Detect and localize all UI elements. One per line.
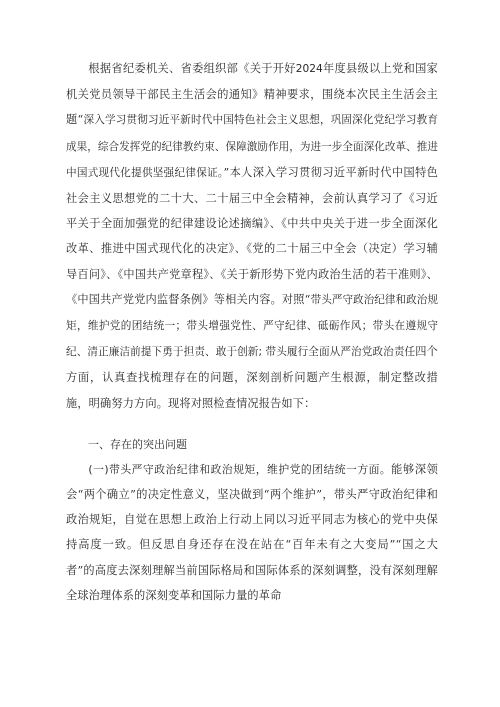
intro-paragraph xyxy=(66,56,438,416)
item1-body: 能够深领会“两个确立”的决定性意义，坚决做到“两个维护”，带头严守政治纪律和政治规矩，自觉在思想上政治上行动上同以习近平同志为核心的党中央保持高度一致。但反思自身还存在没在站在“百年未有之大变局”“国之大者”的高度去深刻理解当前国际格局和国际体系的深刻调整，没有深刻理解全球治理体系的深刻变革和国际力量的革命 xyxy=(66,462,438,602)
intro-text-4: 四个方面，认真查找梳理存在的问题，深刻剖析问题产生根源，制定整改措施，明确努力方向。现将对照检查情况报告如下： xyxy=(66,345,438,410)
intro-year: 2024 xyxy=(295,63,323,75)
item1-paragraph xyxy=(66,457,438,608)
intro-aspects: 带头严守政治纪律和政治规矩，维护党的团结统一；带头增强党性、严守纪律、砥砺作风；带头在遵规守纪、清正廉洁前提下勇于担责、敢于创新; 带头履行全面从严治党政治责任 xyxy=(66,293,439,359)
intro-text-1: 根据省纪委机关、省委组织部《关于开好 xyxy=(88,62,296,75)
intro-text-2: 年度县级以上党和国家机关党员领导干部民主生活会的通知》精神要求，围绕本次民主生活会主题“ xyxy=(66,62,438,127)
section-heading-problems: 一、存在的突出问题 xyxy=(88,437,187,451)
item1-title: (一)带头严守政治纪律和政治规矩，维护党的团结统一方面。 xyxy=(88,462,392,476)
intro-theme: 深入学习贯彻习近平新时代中国特色社会主义思想，巩固深化党纪学习教育成果，综合发挥党的纪律教约束、保障激励作用，为进一步全面深化改革、推进中国式现代化提供坚强纪律保证。 xyxy=(66,114,439,179)
intro-text-3: ”本人深入学习贯彻习近平新时代中国特色社会主义思想党的二十大、二十届三中全会精神，会前认真学习了《习近平关于全面加强党的纪律建设论述摘编》、《中共中央关于进一步全面深化改革、推进中国式现代化的决定》、《党的二十届三中全会（决定）学习辅导百问》、《中国共产党章程》、《关于新形势下党内政治生活的若干准则》、《中国共产党党内监督条例》等相关内容。对照“ xyxy=(66,165,439,306)
